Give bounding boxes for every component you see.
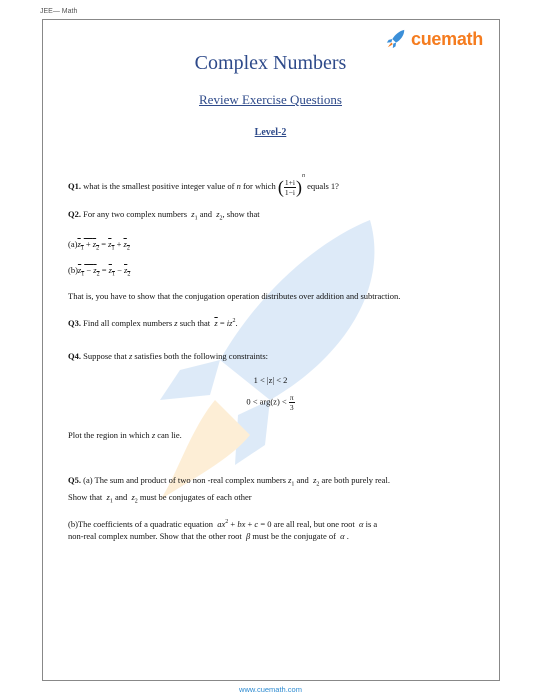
question-3: Q3. Find all complex numbers z such that $\overline{z} = iz^2$. [68,317,238,328]
brand-logo [385,28,483,50]
q4-plot: Plot the region in which z can lie. [68,430,182,440]
level-heading: Level-2 [254,127,287,138]
q2-text: For any two complex numbers [83,209,187,219]
header-tag: JEE— Math [40,8,78,15]
page-title: Complex Numbers [194,52,347,74]
q1-text-c: equals 1? [307,181,339,191]
q4-label: Q4. [68,351,81,361]
rocket-icon [385,28,407,50]
q5-label: Q5. [68,475,81,485]
q3-label: Q3. [68,317,81,328]
q1-text-b: for which [242,181,276,191]
footer-url[interactable]: www.cuemath.com [239,685,302,694]
q1-var: n [236,181,241,191]
question-5a: Q5. (a) The sum and product of two non -real complex numbers $z_1$ and $z_2$ are both purely real. Show that $z_1$ and $z_2$ must be conjugates of each other [68,475,390,505]
q1-fraction: $\frac{1+i}{1-i}$ [284,177,295,197]
q2-part-a: $(a)z_1 + z_2 = z_1 + z_2$ [68,239,130,252]
q2-text-end: , show that [222,209,260,219]
q1-label: Q1. [68,181,81,191]
q4-constraint-2: 0 < arg(z) < $\frac{\pi}{3}$ [246,393,294,412]
q2-note: That is, you have to show that the conjugation operation distributes over addition and subtraction. [68,291,401,301]
q2-part-b: $(b)z_1 - z_2 = z_1 - z_2$ [68,265,131,278]
page-subtitle: Review Exercise Questions [199,92,342,107]
question-1: Q1. what is the smallest positive integer value of n for which ( $\frac{1+i}{1-i}$ )$^n$ equals 1? [68,173,339,198]
q1-text: what is the smallest positive integer value of [83,181,235,191]
question-2: Q2. For any two complex numbers $z_1$ and $z_2$, show that [68,209,260,222]
q2-label: Q2. [68,209,81,219]
question-4: Q4. Suppose that z satisfies both the following constraints: [68,351,268,361]
brand-name: cuemath [411,28,483,49]
question-5b: (b)The coefficients of a quadratic equation $ax^2$ + bx + c = 0 are all real, but one root α is a non-real complex number. Show that the other root β must be the conjugate of α . [68,518,378,541]
q4-constraint-1: 1 < |z| < 2 [253,375,288,385]
